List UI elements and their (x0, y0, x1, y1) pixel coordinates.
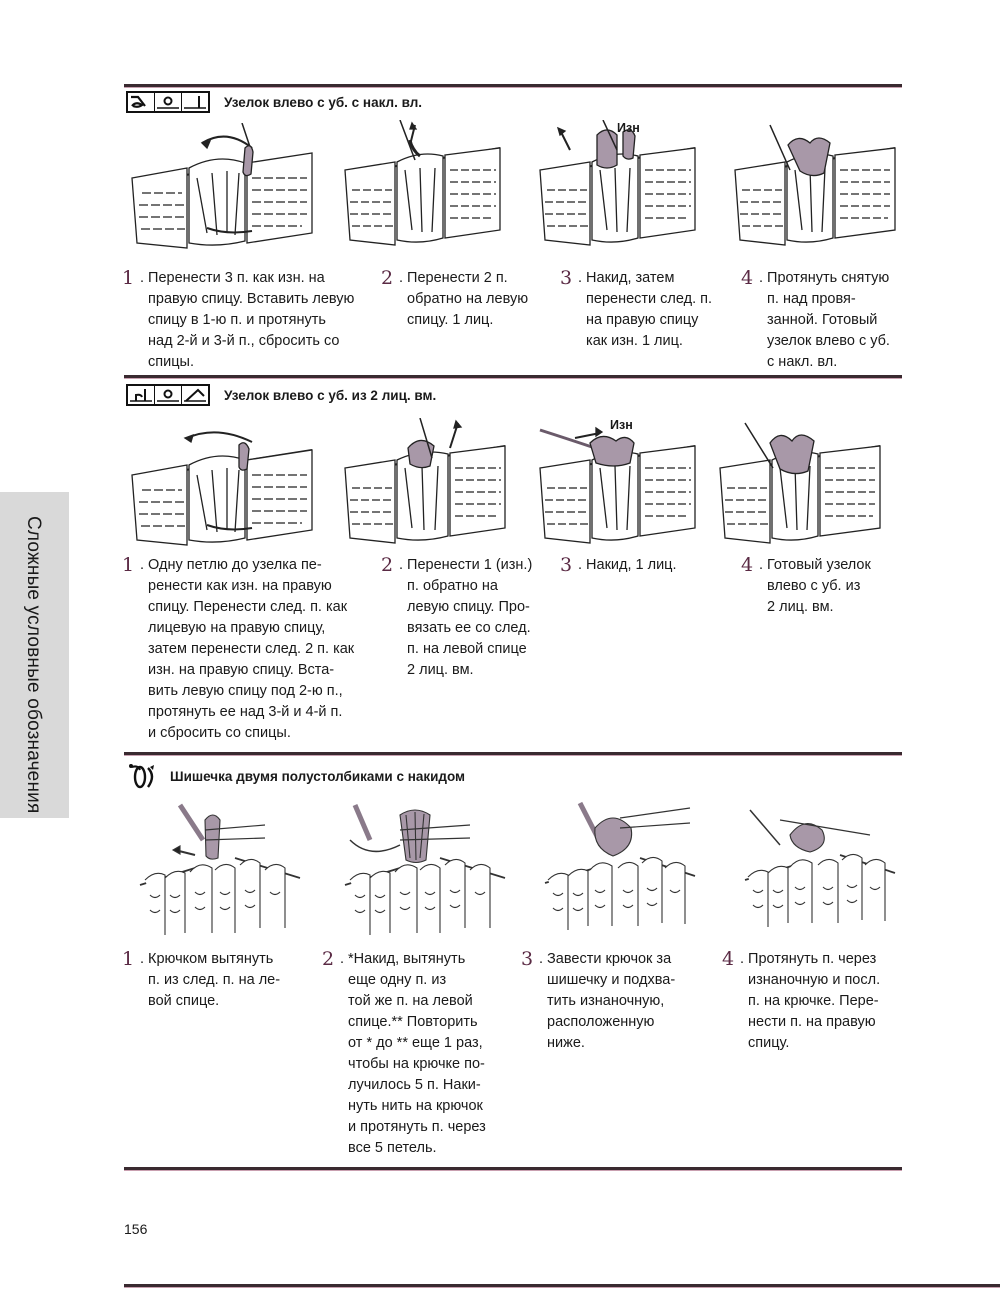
step-1-4: 4 . Протянуть снятую п. над провя- занной. Готовый узелок влево с уб. с накл. вл. (741, 268, 911, 373)
step-2-4: 4 . Готовый узелок влево с уб. из 2 лиц. вм. (741, 555, 911, 618)
illustration-label-izn-2: Изн (610, 418, 633, 432)
step-text: Перенести 3 п. как изн. на правую спицу. Вставить левую спицу в 1-ю п. и протянуть над 2-й и 3-й п., сбросить со спицы. (148, 270, 355, 370)
step-text: Накид, затем перенести след. п. на правую спицу как изн. 1 лиц. (586, 270, 713, 349)
step-number: 3 (560, 554, 573, 576)
step-1-2: 2 . Перенести 2 п. обратно на левую спицу. 1 лиц. (381, 268, 551, 331)
step-text: Готовый узелок влево с уб. из 2 лиц. вм. (767, 557, 871, 615)
step-text: *Накид, вытянуть еще одну п. из той же п. на левой спице.** Повторить от * до ** еще 1 раз, чтобы на крючке по- лучилось 5 п. Наки- нуть нить на крючок и протянуть п. через все 5 петель. (348, 951, 486, 1156)
step-number: 3 (560, 267, 573, 289)
illustration-1-4 (730, 120, 900, 250)
section-divider-1 (124, 375, 902, 379)
step-text: Накид, 1 лиц. (586, 557, 677, 573)
step-text: Протянуть п. через изнаночную и посл. п. на крючке. Пере- нести п. на правую спицу. (748, 951, 881, 1051)
step-text: Перенести 1 (изн.) п. обратно на левую спицу. Про- вязать ее со след. п. на левой спице 2 лиц. вм. (407, 557, 533, 678)
step-3-2: 2 . *Накид, вытянуть еще одну п. из той же п. на левой спице.** Повторить от * до ** еще 1 раз, чтобы на крючке по- лучилось 5 п. Наки- нуть нить на крючок и протянуть п. через все 5 петель. (322, 949, 512, 1159)
illustration-1-1 (127, 123, 317, 253)
illustration-3-2 (340, 800, 510, 935)
illustration-2-3 (535, 418, 700, 548)
step-number: 1 (122, 267, 135, 289)
step-number: 4 (722, 948, 735, 970)
step-2-1: 1 . Одну петлю до узелка пе- ренести как изн. на правую спицу. Перенести след. п. как лицевую на правую спицу, затем перенести след. 2 п. как изн. на правую спицу. Вста- вить левую спицу под 2-ю п., протянуть ее над 3-й и 4-й п. и сбросить со спицы. (122, 555, 372, 744)
section-header-2 (126, 384, 436, 406)
section-divider-bottom (124, 1167, 902, 1171)
illustration-2-2 (340, 418, 510, 548)
section-title-1: Узелок влево с уб. с накл. вл. (224, 94, 423, 110)
section-header-1 (126, 91, 422, 113)
section-divider-2 (124, 752, 902, 756)
step-number: 1 (122, 554, 135, 576)
step-text: Завести крючок за шишечку и подхва- тить изнаночную, расположенную ниже. (547, 951, 676, 1051)
step-number: 2 (381, 267, 394, 289)
step-2-2: 2 . Перенести 1 (изн.) п. обратно на левую спицу. Про- вязать ее со след. п. на левой спице 2 лиц. вм. (381, 555, 551, 681)
footer-rule (124, 1284, 1000, 1288)
step-text: Крючком вытянуть п. из след. п. на ле- вой спице. (148, 951, 281, 1009)
step-3-4: 4 . Протянуть п. через изнаночную и посл. п. на крючке. Пере- нести п. на правую спицу. (722, 949, 912, 1054)
step-number: 4 (741, 267, 754, 289)
step-1-1: 1 . Перенести 3 п. как изн. на правую спицу. Вставить левую спицу в 1-ю п. и протянуть над 2-й и 3-й п., сбросить со спицы. (122, 268, 372, 373)
illustration-2-1 (127, 420, 317, 550)
step-3-3: 3 . Завести крючок за шишечку и подхва- тить изнаночную, расположенную ниже. (521, 949, 711, 1054)
step-text: Перенести 2 п. обратно на левую спицу. 1 лиц. (407, 270, 529, 328)
page-number: 156 (124, 1221, 148, 1237)
step-1-3: 3 . Накид, затем перенести след. п. на правую спицу как изн. 1 лиц. (560, 268, 730, 352)
illustration-3-3 (540, 798, 700, 933)
illustration-2-4 (715, 418, 885, 548)
section-title-2: Узелок влево с уб. из 2 лиц. вм. (224, 387, 437, 403)
section-divider-top (124, 84, 902, 88)
section-title-3: Шишечка двумя полустолбиками с накидом (170, 768, 466, 784)
illustration-3-4 (740, 805, 900, 935)
bobble-two-half-dc-yo-symbol-icon (128, 762, 160, 790)
illustration-1-3 (535, 120, 700, 250)
step-number: 2 (381, 554, 394, 576)
step-number: 1 (122, 948, 135, 970)
step-3-1: 1 . Крючком вытянуть п. из след. п. на ле- вой спице. (122, 949, 312, 1012)
knot-left-k2tog-symbol-icon (126, 384, 210, 406)
step-text: Одну петлю до узелка пе- ренести как изн. на правую спицу. Перенести след. п. как лицевую на правую спицу, затем перенести след. 2 п. как изн. на правую спицу. Вста- вить левую спицу под 2-ю п., протянуть ее над 3-й и 4-й п. и сбросить со спицы. (148, 557, 355, 741)
knot-left-dec-yo-symbol-icon (126, 91, 210, 113)
illustration-1-2 (340, 120, 505, 250)
chapter-side-tab (0, 492, 69, 818)
section-header-3 (128, 762, 465, 790)
step-2-3: 3 . Накид, 1 лиц. (560, 554, 677, 576)
step-text: Протянуть снятую п. над провя- занной. Готовый узелок влево с уб. с накл. вл. (767, 270, 890, 370)
step-number: 4 (741, 554, 754, 576)
step-number: 2 (322, 948, 335, 970)
illustration-3-1 (135, 800, 305, 935)
step-number: 3 (521, 948, 534, 970)
chapter-side-tab-label: Сложные условные обозначения (23, 516, 44, 814)
illustration-label-izn-1: Изн (617, 121, 640, 135)
